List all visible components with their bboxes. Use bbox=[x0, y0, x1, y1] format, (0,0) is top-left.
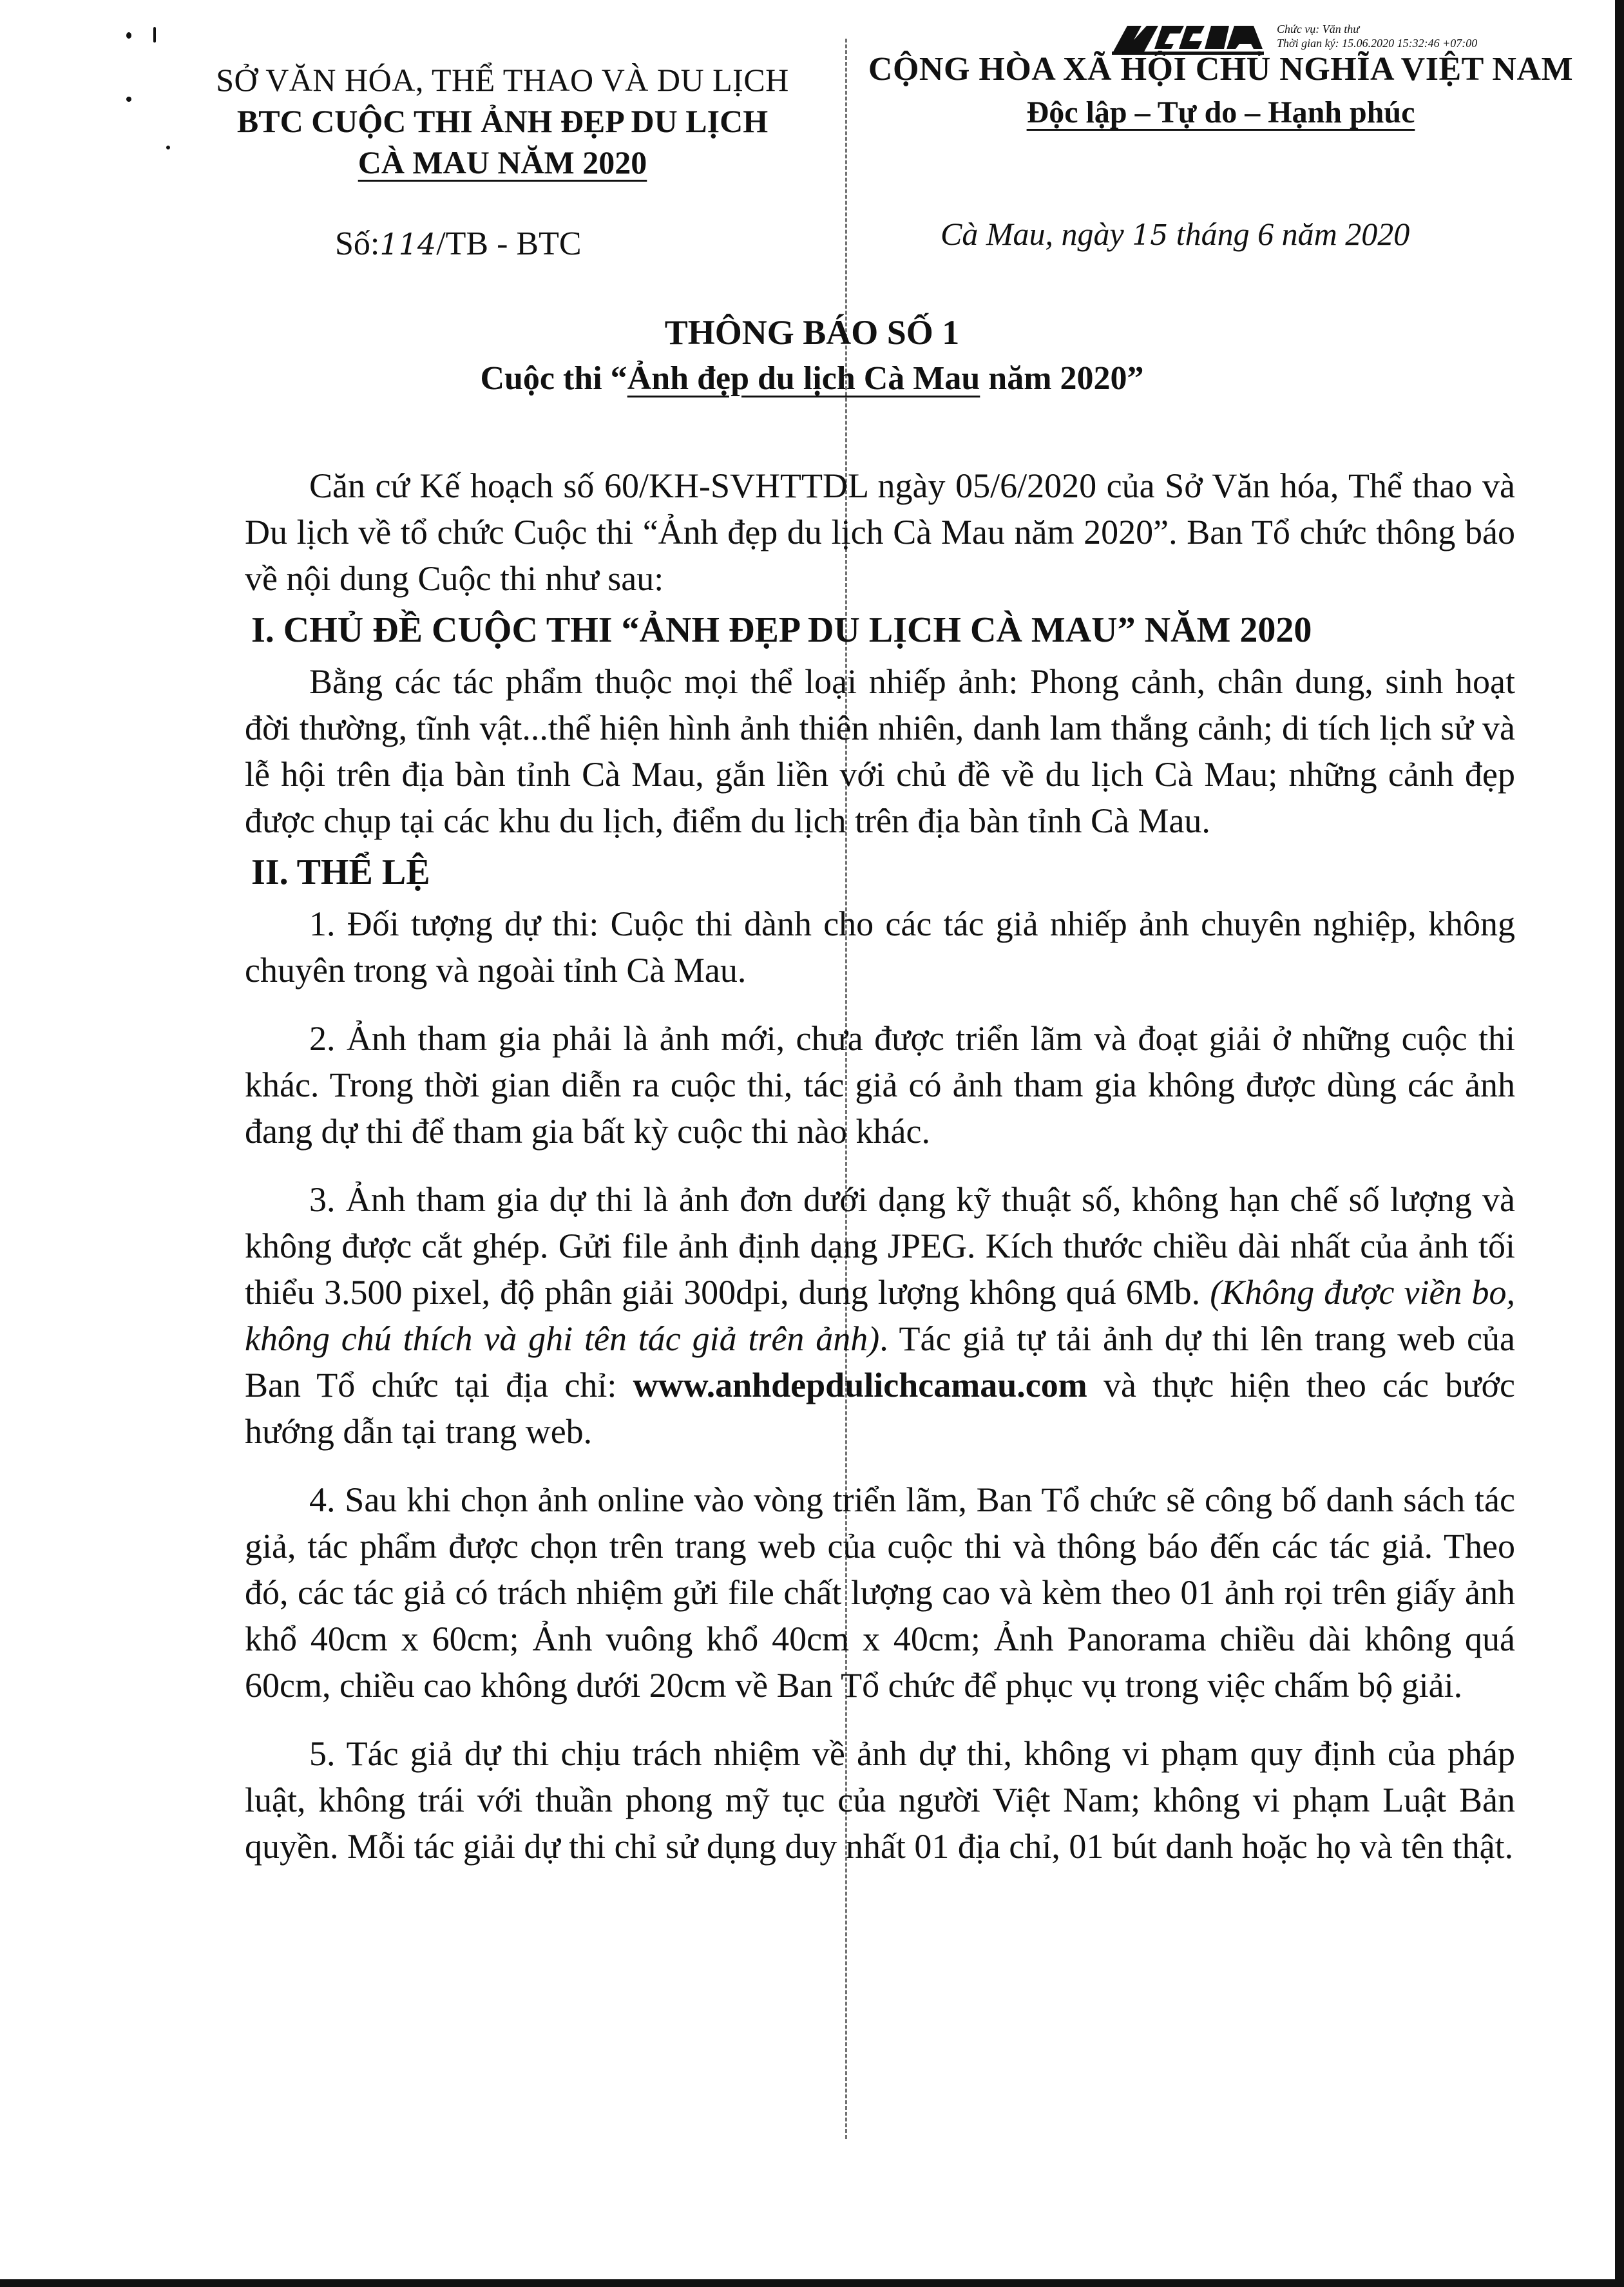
signature-time: Thời gian ký: 15.06.2020 15:32:46 +07:00 bbox=[1277, 37, 1478, 50]
rule-3-text-b: . Tác giả tự tải ảnh dự thi lên trang web của Ban Tổ chức tại địa chỉ: bbox=[245, 1319, 1515, 1404]
title-line-1: THÔNG BÁO SỐ 1 bbox=[664, 313, 960, 352]
document-number-handwritten: 114 bbox=[379, 227, 437, 262]
scan-speck bbox=[126, 32, 131, 39]
document-number bbox=[335, 223, 582, 265]
title-underlined: Ảnh đẹp du lịch Cà Mau bbox=[627, 360, 980, 397]
rule-5-paragraph: 5. Tác giả dự thi chịu trách nhiệm về ảnh dự thi, không vi phạm quy định của pháp luật, không trái với thuần phong mỹ tục của người Việt Nam; không vi phạm Luật Bản quyền. Mỗi tác giải dự thi chỉ sử dụng duy nhất 01 địa chỉ, 01 bút danh hoặc họ và tên thật. bbox=[245, 1734, 1515, 1866]
country-name: CỘNG HÒA XÃ HỘI CHỦ NGHĨA VIỆT NAM bbox=[868, 51, 1574, 88]
date-prefix: Cà Mau, ngày bbox=[941, 216, 1124, 252]
title-suffix: năm 2020” bbox=[980, 360, 1144, 397]
issuer-committee: BTC CUỘC THI ẢNH ĐẸP DU LỊCH bbox=[236, 103, 769, 139]
section-1-heading: I. CHỦ ĐỀ CUỘC THI “ẢNH ĐẸP DU LỊCH CÀ MAU” NĂM 2020 bbox=[251, 610, 1312, 650]
rule-4-paragraph: 4. Sau khi chọn ảnh online vào vòng triển lãm, Ban Tổ chức sẽ công bố danh sách tác giả, tác phẩm được chọn trên trang web của cuộc thi và thông báo đến các tác giả. Theo đó, các tác giả có trách nhiệm gửi file chất lượng cao và kèm theo 01 ảnh rọi trên giấy ảnh khổ 40cm x 60cm; Ảnh vuông khổ 40cm x 40cm; Ảnh Panorama chiều dài không quá 60cm, chiều cao không dưới 20cm về Ban Tổ chức để phục vụ trong việc chấm bộ giải. bbox=[245, 1480, 1515, 1705]
date-suffix: tháng 6 năm 2020 bbox=[1176, 216, 1410, 252]
rule-1-paragraph: 1. Đối tượng dự thi: Cuộc thi dành cho các tác giả nhiếp ảnh chuyên nghiệp, không chuyên trong và ngoài tỉnh Cà Mau. bbox=[245, 904, 1515, 990]
document-body bbox=[245, 463, 1515, 1870]
date-day-handwritten: 15 bbox=[1132, 219, 1169, 252]
rule-3-italic-note: (Không được viền bo, không chú thích và ghi tên tác giả trên ảnh) bbox=[245, 1273, 1516, 1358]
contest-website: www.anhdepdulichcamau.com bbox=[633, 1366, 1087, 1404]
scan-edge-bottom bbox=[0, 2279, 1624, 2287]
document-title bbox=[0, 309, 1624, 402]
place-and-date bbox=[941, 213, 1409, 257]
issuer-block bbox=[193, 59, 812, 183]
document-number-suffix: /TB - BTC bbox=[436, 225, 582, 262]
scan-speck bbox=[153, 27, 156, 43]
issuer-committee-year: CÀ MAU NĂM 2020 bbox=[358, 144, 647, 180]
intro-paragraph: Căn cứ Kế hoạch số 60/KH-SVHTTDL ngày 05/6/2020 của Sở Văn hóa, Thể thao và Du lịch về tổ chức Cuộc thi “Ảnh đẹp du lịch Cà Mau năm 2020”. Ban Tổ chức thông báo về nội dung Cuộc thi như sau: bbox=[245, 466, 1515, 598]
scan-speck bbox=[126, 97, 131, 102]
title-line-2 bbox=[0, 356, 1624, 402]
title-prefix: Cuộc thi “ bbox=[480, 360, 627, 397]
section-1-paragraph: Bằng các tác phẩm thuộc mọi thể loại nhiếp ảnh: Phong cảnh, chân dung, sinh hoạt đời thường, tĩnh vật...thể hiện hình ảnh thiên nhiên, danh lam thắng cảnh; di tích lịch sử và lễ hội trên địa bàn tỉnh Cà Mau, gắn liền với chủ đề về du lịch Cà Mau; những cảnh đẹp được chụp tại các khu du lịch, điểm du lịch trên địa bàn tỉnh Cà Mau. bbox=[245, 662, 1515, 840]
rule-2-paragraph: 2. Ảnh tham gia phải là ảnh mới, chưa được triển lãm và đoạt giải ở những cuộc thi khác. Trong thời gian diễn ra cuộc thi, tác giả có ảnh tham gia không được dùng các ảnh đang dự thi để tham gia bất kỳ cuộc thi nào khác. bbox=[245, 1019, 1515, 1151]
issuer-department: SỞ VĂN HÓA, THỂ THAO VÀ DU LỊCH bbox=[216, 62, 789, 98]
rule-3-paragraph bbox=[245, 1176, 1515, 1455]
national-motto: Độc lập – Tự do – Hạnh phúc bbox=[1026, 95, 1415, 129]
document-number-prefix: Số: bbox=[335, 225, 380, 262]
national-motto-block bbox=[857, 48, 1585, 134]
rule-3-text-a: 3. Ảnh tham gia dự thi là ảnh đơn dưới dạng kỹ thuật số, không hạn chế số lượng và không được cắt ghép. Gửi file ảnh định dạng JPEG. Kích thước chiều dài nhất của ảnh tối thiểu 3.500 pixel, độ phân giải 300dpi, dung lượng không quá 6Mb. bbox=[245, 1180, 1515, 1312]
signature-role: Chức vụ: Văn thư bbox=[1277, 23, 1360, 35]
rule-3-text-c: và thực hiện theo các bước hướng dẫn tại trang web. bbox=[245, 1366, 1515, 1451]
section-2-heading: II. THỂ LỆ bbox=[251, 852, 430, 892]
scan-speck bbox=[166, 146, 170, 149]
